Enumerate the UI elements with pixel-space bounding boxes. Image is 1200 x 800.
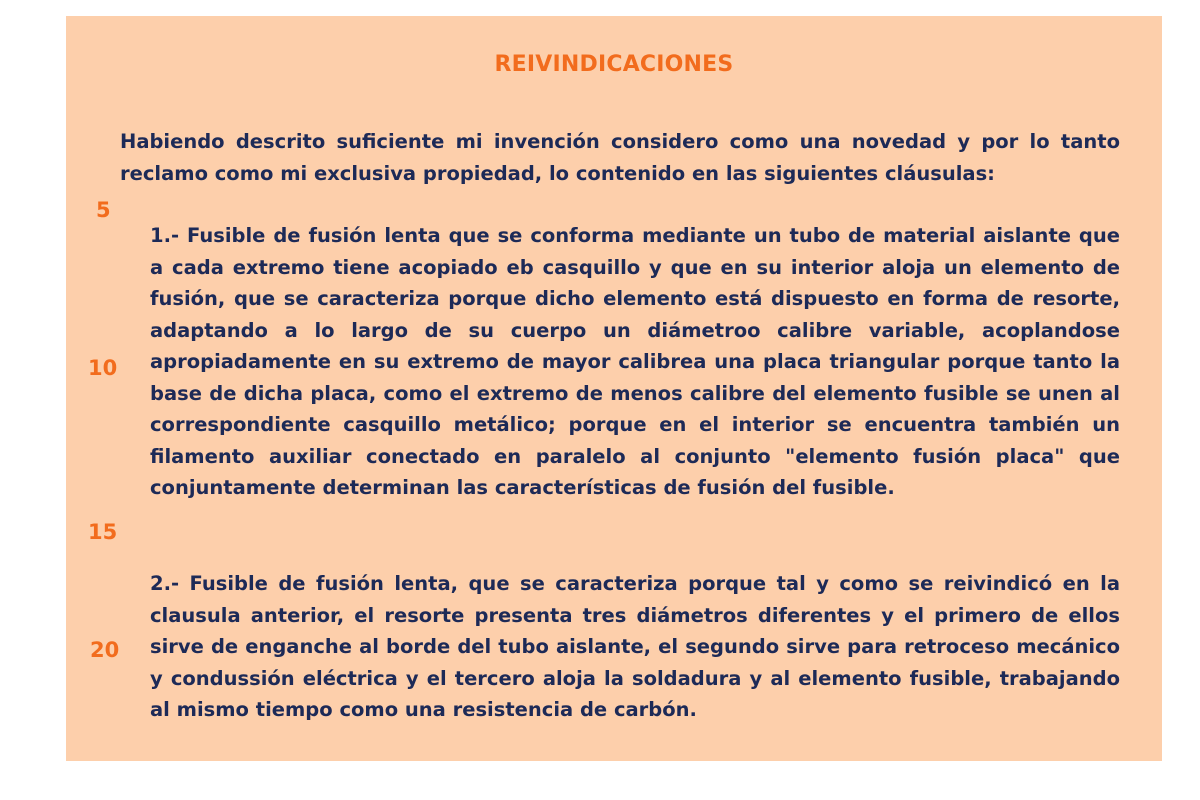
intro-paragraph: Habiendo descrito suficiente mi invención considero como una novedad y por lo tanto reclamo como mi exclusiva propiedad, lo contenido en las siguientes cláusulas:	[120, 130, 1120, 185]
line-number-10: 10	[88, 356, 118, 380]
claim-1: 1.- Fusible de fusión lenta que se conforma mediante un tubo de material aislante que a cada extremo tiene acopiado eb casquillo y que en su interior aloja un elemento de fusión, que se caracteriza porque dicho elemento está dispuesto en forma de resorte, adaptando a lo largo de su cuerpo un diámetroo calibre variable, acoplandose apropiadamente en su extremo de mayor calibrea una placa triangular porque tanto la base de dicha placa, como el extremo de menos calibre del elemento fusible se unen al correspondiente casquillo metálico; porque en el interior se encuentra también un filamento auxiliar conectado en paralelo al conjunto "elemento fusión placa" que conjuntamente determinan las características de fusión del fusible.	[150, 224, 1120, 499]
document-page	[66, 16, 1162, 761]
document-title: REIVINDICACIONES	[494, 52, 734, 77]
line-number-15: 15	[88, 520, 118, 544]
claim-2: 2.- Fusible de fusión lenta, que se caracteriza porque tal y como se reivindicó en la clausula anterior, el resorte presenta tres diámetros diferentes y el primero de ellos sirve de enganche al borde del tubo aislante, el segundo sirve para retroceso mecánico y condussión eléctrica y el tercero aloja la soldadura y al elemento fusible, trabajando al mismo tiempo como una resistencia de carbón.	[150, 572, 1120, 721]
line-number-5: 5	[96, 198, 111, 222]
line-number-20: 20	[90, 638, 120, 662]
